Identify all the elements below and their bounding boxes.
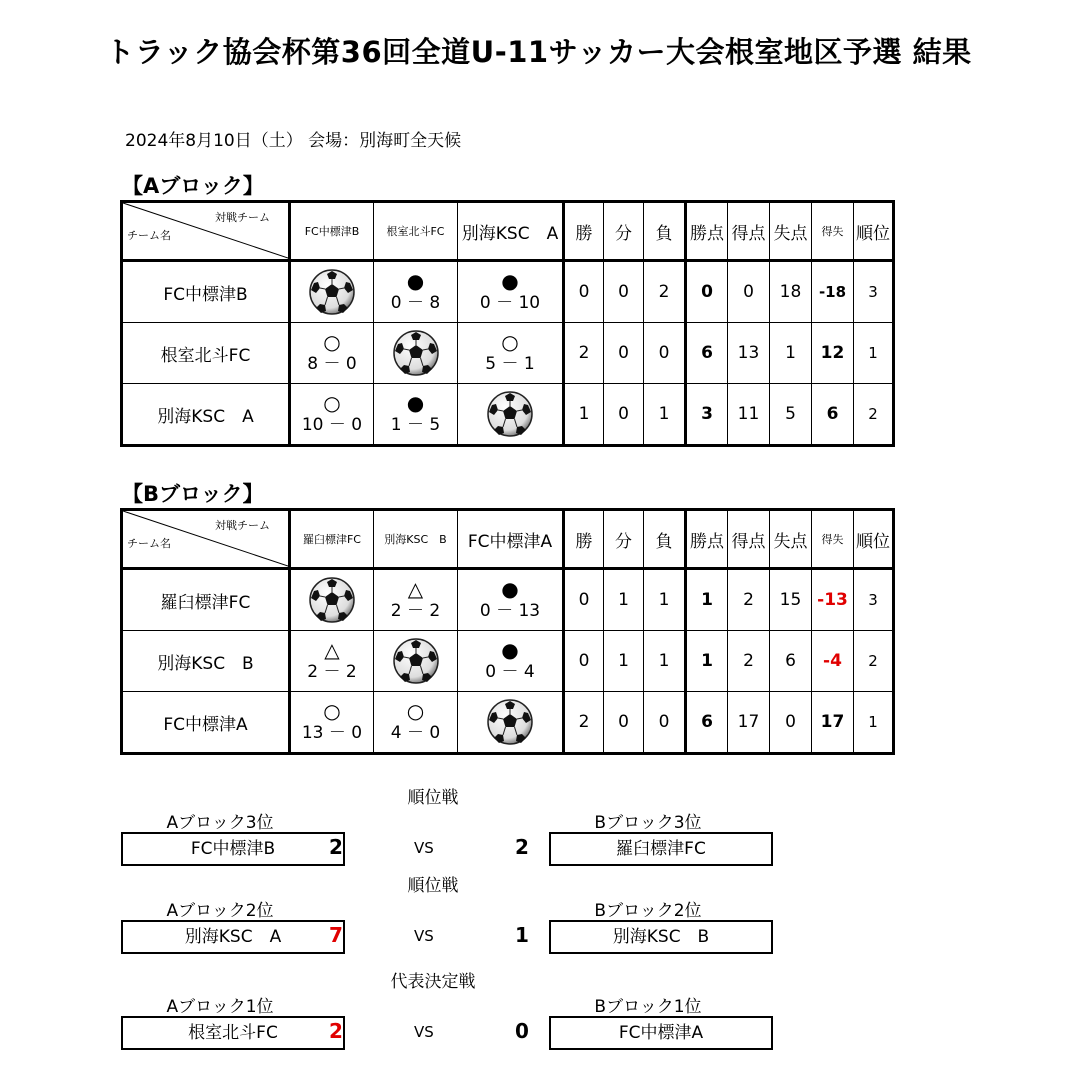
left-team-box: 別海KSC A [121,920,345,954]
points-header: 勝点 [686,202,728,261]
self-match-cell [458,692,564,754]
match-score: 4 － 0 [390,723,441,743]
points: 6 [686,692,728,754]
match-score: 2 － 2 [307,662,357,682]
soccer-ball-icon [486,698,534,746]
left-score: 2 [329,1019,343,1043]
match-score: 0 － 13 [479,601,541,621]
losses: 1 [644,384,686,446]
wins: 0 [564,261,604,323]
left-rank-label: Aブロック2位 [166,901,274,921]
goals-for: 17 [728,692,770,754]
losses: 1 [644,631,686,692]
goals-against: 15 [770,569,812,631]
goals-against: 0 [770,692,812,754]
playoff-heading: 順位戦 [407,788,459,808]
match-score: 2 － 2 [390,601,441,621]
goals-against: 5 [770,384,812,446]
goals-against: 6 [770,631,812,692]
wins: 0 [564,569,604,631]
soccer-ball-icon [486,390,534,438]
corner-header [122,510,290,569]
opponent-label: 対戦チーム [215,211,270,224]
goal-diff: -4 [812,631,854,692]
wins: 1 [564,384,604,446]
team-label: チーム名 [127,229,171,242]
opponent-header: 根室北斗FC [374,202,458,261]
team-name: FC中標津B [122,261,290,323]
self-match-cell [374,631,458,692]
match-score: 13 － 0 [301,723,363,743]
result-mark: △ [324,638,340,662]
draws: 1 [604,631,644,692]
result-mark: ● [501,577,519,601]
points: 1 [686,569,728,631]
rank: 2 [854,631,894,692]
match-result [374,569,458,631]
rank: 1 [854,692,894,754]
match-result [458,261,564,323]
goal-diff-header: 得失 [812,202,854,261]
match-result [290,692,374,754]
match-result [290,631,374,692]
result-mark: ● [406,391,425,415]
playoff-heading: 順位戦 [407,876,459,896]
goal-diff: -18 [812,261,854,323]
result-mark: ● [501,269,519,293]
goals-for: 0 [728,261,770,323]
soccer-ball-icon [392,637,440,685]
losses: 1 [644,569,686,631]
goal-diff-header: 得失 [812,510,854,569]
draws: 0 [604,323,644,384]
wins: 2 [564,692,604,754]
rank: 3 [854,569,894,631]
team-name: 根室北斗FC [122,323,290,384]
points: 0 [686,261,728,323]
table-row [122,631,894,692]
table-row [122,569,894,631]
rank: 3 [854,261,894,323]
match-result [458,569,564,631]
right-rank-label: Bブロック1位 [594,997,702,1017]
self-match-cell [290,569,374,631]
match-result [290,384,374,446]
corner-header [122,202,290,261]
block-label: 【Bブロック】 [122,482,264,506]
left-score: 7 [329,923,343,947]
match-score: 1 － 5 [390,415,441,435]
soccer-ball-icon [308,268,356,316]
win-header: 勝 [564,510,604,569]
vs-label: VS [414,927,434,945]
draws: 1 [604,569,644,631]
right-team-box: 別海KSC B [549,920,773,954]
match-score: 0 － 8 [390,293,441,313]
team-name: FC中標津A [122,692,290,754]
goals-for-header: 得点 [728,202,770,261]
opponent-header: 羅臼標津FC [290,510,374,569]
opponent-header: 別海KSC A [458,202,564,261]
right-score: 2 [515,835,529,859]
vs-label: VS [414,1023,434,1041]
self-match-cell [290,261,374,323]
opponent-label: 対戦チーム [215,519,270,532]
right-team-box: FC中標津A [549,1016,773,1050]
table-row [122,692,894,754]
goals-against: 1 [770,323,812,384]
right-score: 1 [515,923,529,947]
match-result [458,323,564,384]
draw-header: 分 [604,510,644,569]
match-result [374,692,458,754]
goals-for: 11 [728,384,770,446]
block-table [120,508,895,755]
draws: 0 [604,384,644,446]
left-team-box: 根室北斗FC [121,1016,345,1050]
self-match-cell [374,323,458,384]
result-mark: ○ [406,699,425,723]
block-table [120,200,895,447]
left-score: 2 [329,835,343,859]
draws: 0 [604,261,644,323]
match-result [290,323,374,384]
result-mark: ● [406,269,425,293]
points: 6 [686,323,728,384]
result-mark: ○ [323,699,341,723]
goals-for: 2 [728,631,770,692]
left-rank-label: Aブロック1位 [166,997,274,1017]
match-result [458,631,564,692]
goal-diff: 6 [812,384,854,446]
losses: 2 [644,261,686,323]
goals-for-header: 得点 [728,510,770,569]
left-rank-label: Aブロック3位 [166,813,274,833]
rank-header: 順位 [854,202,894,261]
result-mark: △ [407,577,424,601]
goals-against-header: 失点 [770,202,812,261]
right-team-box: 羅臼標津FC [549,832,773,866]
loss-header: 負 [644,202,686,261]
right-rank-label: Bブロック2位 [594,901,702,921]
opponent-header: FC中標津B [290,202,374,261]
match-score: 0 － 10 [479,293,541,313]
goals-for: 13 [728,323,770,384]
team-name: 羅臼標津FC [122,569,290,631]
table-row [122,323,894,384]
rank: 2 [854,384,894,446]
opponent-header: 別海KSC B [374,510,458,569]
self-match-cell [458,384,564,446]
block-label: 【Aブロック】 [122,174,264,198]
result-mark: ● [501,638,519,662]
vs-label: VS [414,839,434,857]
match-score: 5 － 1 [485,354,535,374]
result-mark: ○ [323,330,341,354]
page-title: トラック協会杯第36回全道U-11サッカー大会根室地区予選 結果 [105,35,972,69]
right-rank-label: Bブロック3位 [594,813,702,833]
date-venue: 2024年8月10日（土） 会場：別海町全天候 [125,131,462,151]
goal-diff: 17 [812,692,854,754]
rank: 1 [854,323,894,384]
match-score: 8 － 0 [307,354,357,374]
rank-header: 順位 [854,510,894,569]
wins: 0 [564,631,604,692]
goals-for: 2 [728,569,770,631]
loss-header: 負 [644,510,686,569]
losses: 0 [644,692,686,754]
match-result [374,261,458,323]
match-score: 0 － 4 [485,662,535,682]
goals-against-header: 失点 [770,510,812,569]
points: 1 [686,631,728,692]
points: 3 [686,384,728,446]
table-row [122,384,894,446]
match-score: 10 － 0 [301,415,363,435]
result-mark: ○ [323,391,341,415]
soccer-ball-icon [308,576,356,624]
opponent-header: FC中標津A [458,510,564,569]
soccer-ball-icon [392,329,440,377]
wins: 2 [564,323,604,384]
draws: 0 [604,692,644,754]
result-mark: ○ [501,330,519,354]
table-row [122,261,894,323]
match-result [374,384,458,446]
goal-diff: -13 [812,569,854,631]
win-header: 勝 [564,202,604,261]
team-label: チーム名 [127,537,171,550]
playoff-heading: 代表決定戦 [390,972,476,992]
team-name: 別海KSC A [122,384,290,446]
goal-diff: 12 [812,323,854,384]
left-team-box: FC中標津B [121,832,345,866]
team-name: 別海KSC B [122,631,290,692]
losses: 0 [644,323,686,384]
right-score: 0 [515,1019,529,1043]
points-header: 勝点 [686,510,728,569]
goals-against: 18 [770,261,812,323]
draw-header: 分 [604,202,644,261]
